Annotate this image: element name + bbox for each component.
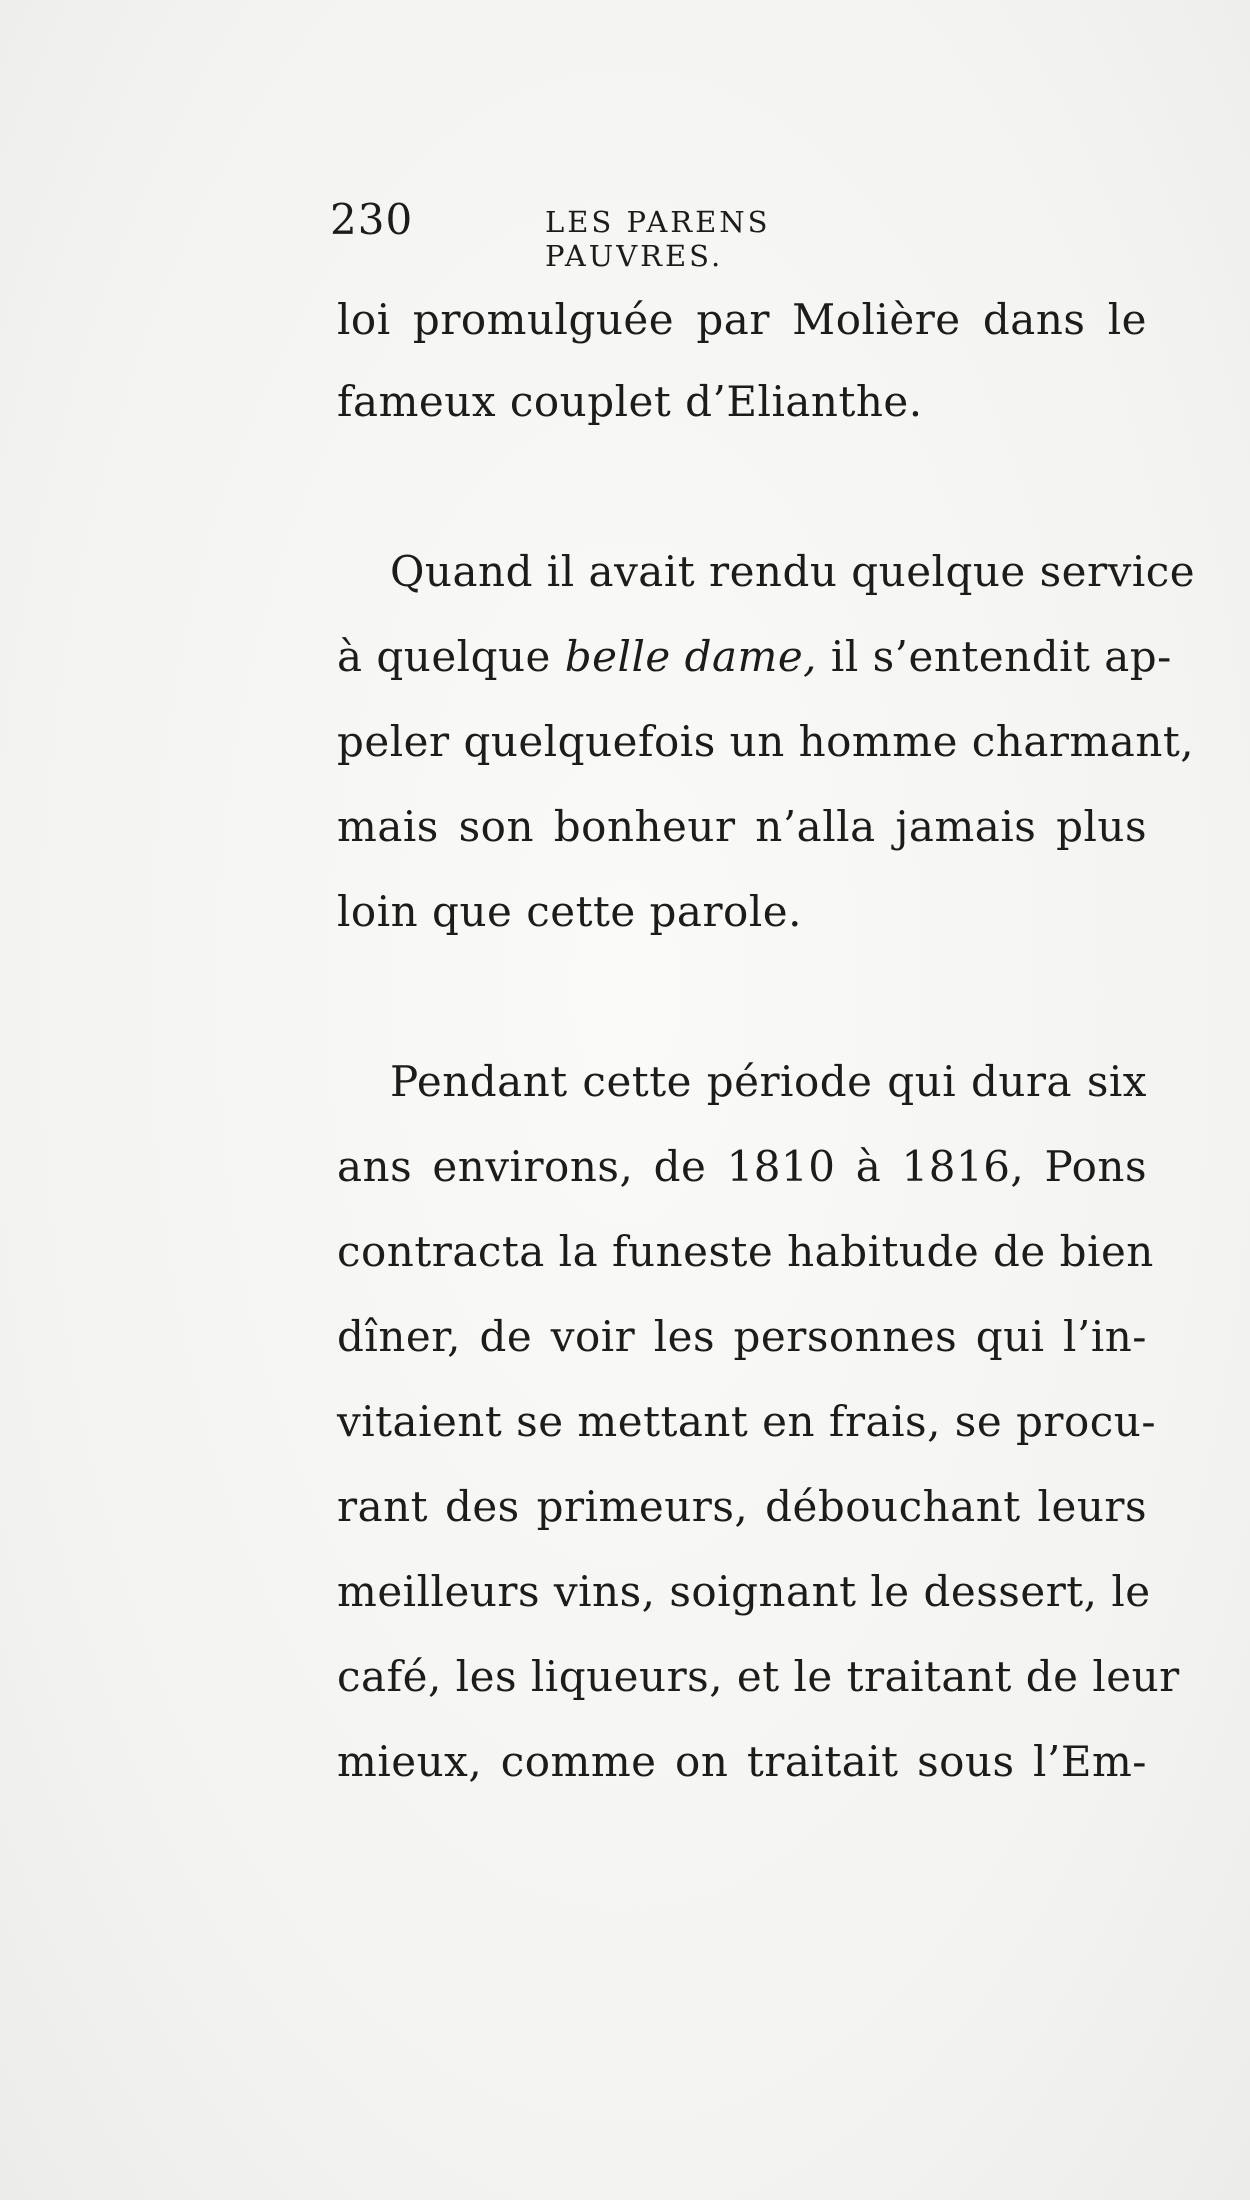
page-number: 230 [330, 195, 414, 244]
text-line: fameux couplet d’Elianthe. [337, 377, 923, 426]
text-line [337, 627, 1172, 687]
text-line: mieux, comme on traitait sous l’Em- [337, 1737, 1147, 1786]
text-line: loi promulguée par Molière dans le [337, 295, 1147, 344]
page-header [330, 195, 940, 273]
text-line: ans environs, de 1810 à 1816, Pons [337, 1142, 1147, 1191]
text-span: à quelque [337, 632, 565, 681]
text-line: mais son bonheur n’alla jamais plus [337, 802, 1147, 851]
running-title: LES PARENS PAUVRES. [545, 205, 771, 273]
text-line: dîner, de voir les personnes qui l’in- [337, 1312, 1147, 1361]
text-line: Quand il avait rendu quelque service [390, 547, 1196, 596]
text-line: vitaient se mettant en frais, se procu- [337, 1397, 1157, 1446]
text-line: meilleurs vins, soignant le dessert, le [337, 1567, 1151, 1616]
text-line: contracta la funeste habitude de bien [337, 1227, 1154, 1276]
text-span: il s’entendit ap- [817, 632, 1172, 681]
italic-text: belle dame, [564, 632, 818, 681]
text-line: peler quelquefois un homme charmant, [337, 717, 1195, 766]
text-line: rant des primeurs, débouchant leurs [337, 1482, 1147, 1531]
text-line: café, les liqueurs, et le traitant de leur [337, 1652, 1180, 1701]
text-line: Pendant cette période qui dura six [390, 1057, 1147, 1106]
text-line: loin que cette parole. [337, 887, 802, 936]
